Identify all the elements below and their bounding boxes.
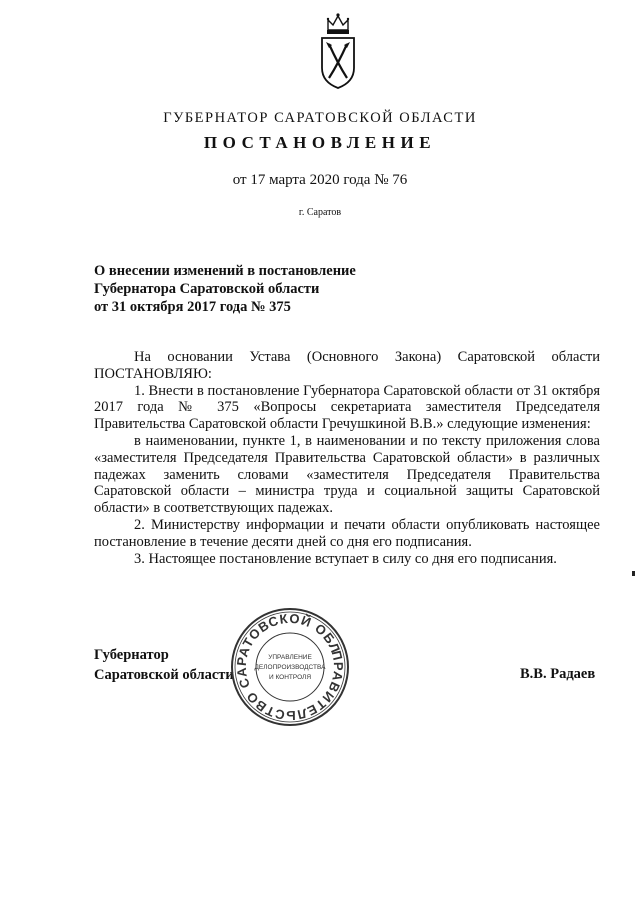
title-line: от 31 октября 2017 года № 375 — [94, 299, 291, 315]
document-date-number: от 17 марта 2020 года № 76 — [232, 172, 408, 188]
title-line: Губернатора Саратовской области — [94, 281, 320, 297]
signatory-position-line: Губернатор — [94, 647, 169, 663]
coat-of-arms-icon — [316, 12, 360, 92]
signatory-position — [94, 645, 234, 685]
signatory-position-line: Саратовской области — [94, 667, 234, 683]
document-city: г. Саратов — [298, 207, 342, 218]
item-3-paragraph: 3. Настоящее постановление вступает в силу со дня его подписания. — [134, 550, 557, 567]
official-stamp — [228, 605, 352, 729]
item-2-paragraph: 2. Министерству информации и печати области опубликовать настоящее постановление в течение десяти дней со дня его подписания. — [94, 516, 600, 550]
document-body — [94, 349, 600, 567]
scan-speck — [632, 571, 635, 576]
stamp-inner-line: ДЕЛОПРОИЗВОДСТВА — [254, 664, 326, 671]
issuing-authority: ГУБЕРНАТОР САРАТОВСКОЙ ОБЛАСТИ — [163, 110, 477, 126]
title-line: О внесении изменений в постановление — [94, 263, 356, 279]
stamp-inner-line: УПРАВЛЕНИЕ — [268, 654, 312, 661]
item-1-paragraph: 1. Внести в постановление Губернатора Саратовской области от 31 октября 2017 года № 375 «Вопросы секретариата заместителя Председателя Правительства Саратовской области Гречушкиной В.В.» следующие изменения: — [94, 382, 600, 433]
document-title — [94, 262, 424, 316]
document-type: ПОСТАНОВЛЕНИЕ — [203, 133, 437, 152]
signatory-name: В.В. Радаев — [520, 666, 596, 682]
preamble-paragraph: На основании Устава (Основного Закона) Саратовской области — [134, 349, 600, 365]
item-1-detail-paragraph: в наименовании, пункте 1, в наименовании и по тексту приложения слова «заместителя Председателя Правительства Саратовской области» в различных падежах заменить словами «заместителя Председателя Правительства Саратовской области – министра труда и социальной защиты Саратовской области» в соответствующих падежах. — [94, 432, 600, 517]
stamp-inner-line: И КОНТРОЛЯ — [268, 674, 312, 681]
resolve-word: ПОСТАНОВЛЯЮ: — [94, 365, 212, 382]
stamp-ring-text: ПРАВИТЕЛЬСТВО САРАТОВСКОЙ ОБЛАСТИ — [233, 610, 347, 724]
